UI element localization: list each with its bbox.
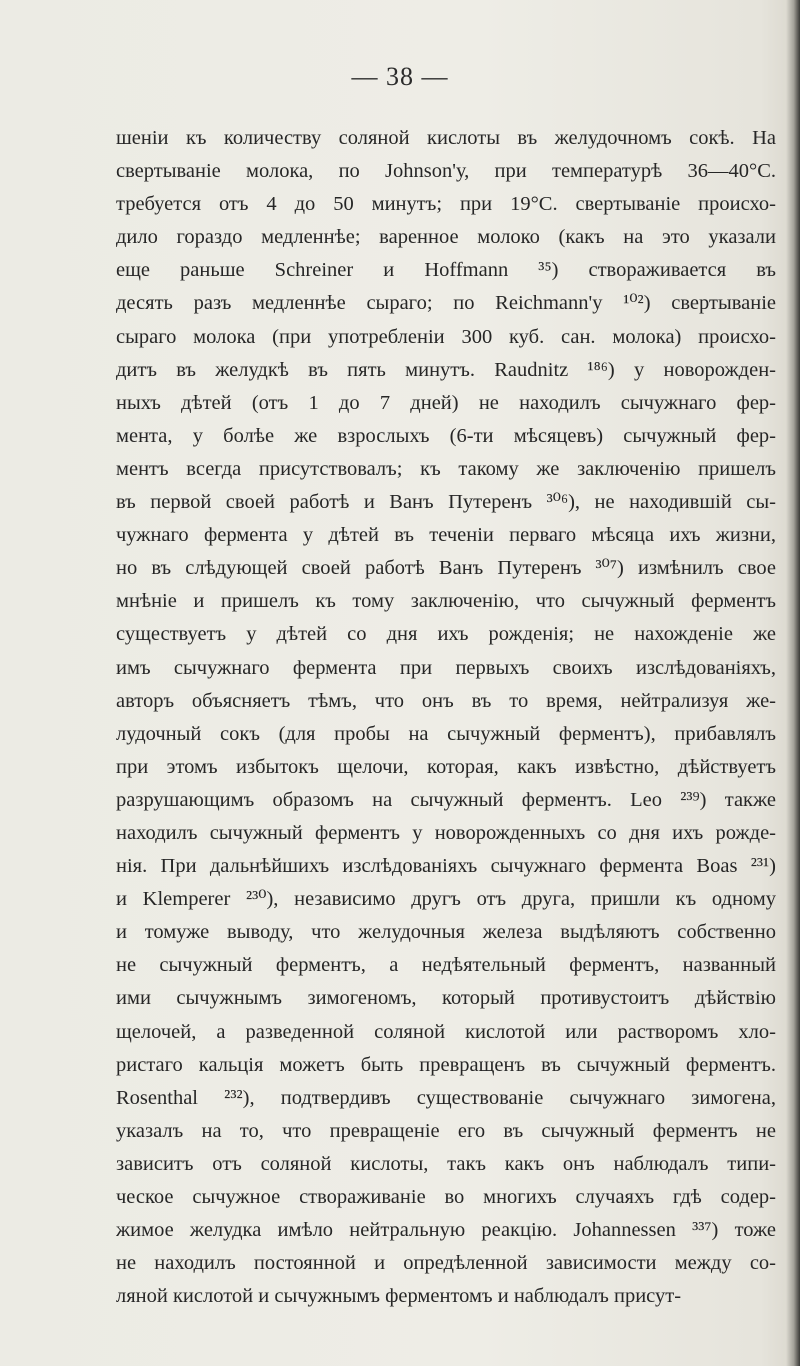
text-line: шеніи къ количеству соляной кислоты въ желудочномъ сокѣ. На xyxy=(116,127,776,149)
text-line: мнѣніе и пришелъ къ тому заключенію, что сычужный ферментъ xyxy=(116,590,776,613)
text-line: ныхъ дѣтей (отъ 1 до 7 дней) не находилъ сычужнаго фер- xyxy=(116,391,776,414)
text-line: лудочный сокъ (для пробы на сычужный ферментъ), прибавлялъ xyxy=(116,722,776,745)
page-edge-shadow xyxy=(786,0,800,1366)
text-line: десять разъ медленнѣе сыраго; по Reichmann'у ¹⁰²) свертываніе xyxy=(116,292,776,315)
text-line: сыраго молока (при употребленіи 300 куб. сан. молока) происхо- xyxy=(116,325,776,348)
text-line: имъ сычужнаго фермента при первыхъ своихъ изслѣдованіяхъ, xyxy=(116,656,776,679)
text-line: щелочей, а разведенной соляной кислотой или растворомъ хло- xyxy=(116,1020,776,1043)
text-line: ческое сычужное створаживаніе во многихъ случаяхъ гдѣ содер- xyxy=(116,1186,776,1208)
text-line: зависитъ отъ соляной кислоты, такъ какъ онъ наблюдалъ типи- xyxy=(116,1152,776,1175)
text-line: авторъ объясняетъ тѣмъ, что онъ въ то время, нейтрализуя же- xyxy=(116,689,776,712)
text-line: свертываніе молока, по Johnson'у, при температурѣ 36—40°C. xyxy=(116,160,776,183)
text-line: не сычужный ферментъ, а недѣятельный ферментъ, названный xyxy=(116,954,776,977)
text-line: ристаго кальція можетъ быть превращенъ въ сычужный ферментъ. xyxy=(116,1053,776,1076)
text-line: разрушающимъ образомъ на сычужный ферментъ. Leo ²³⁹) также xyxy=(116,788,776,811)
text-line: въ первой своей работѣ и Ванъ Путеренъ ³⁰⁶), не находившій сы- xyxy=(116,491,776,514)
page-number: — 38 — xyxy=(351,62,449,91)
text-line: и томуже выводу, что желудочныя железа выдѣляютъ собственно xyxy=(116,921,776,944)
text-line: указалъ на то, что превращеніе его въ сычужный ферментъ не xyxy=(116,1119,776,1142)
text-line: дило гораздо медленнѣе; варенное молоко (какъ на это указали xyxy=(116,226,776,249)
text-line: жимое желудка имѣло нейтральную реакцію. Johannessen ³³⁷) тоже xyxy=(116,1219,776,1242)
text-line: дитъ въ желудкѣ въ пять минутъ. Raudnitz ¹⁸⁶) у новорожден- xyxy=(116,358,776,381)
text-line: мента, у болѣе же взрослыхъ (6-ти мѣсяцевъ) сычужный фер- xyxy=(116,424,776,447)
text-line: существуетъ у дѣтей со дня ихъ рожденія; не нахожденіе же xyxy=(116,623,776,646)
text-line: ими сычужнымъ зимогеномъ, который противустоитъ дѣйствію xyxy=(116,987,776,1010)
text-line: ментъ всегда присутствовалъ; къ такому же заключенію пришелъ xyxy=(116,457,776,480)
text-line: требуется отъ 4 до 50 минутъ; при 19°C. свертываніе происхо- xyxy=(116,193,776,216)
text-line: чужнаго фермента у дѣтей въ теченіи перваго мѣсяца ихъ жизни, xyxy=(116,524,776,547)
text-line: нія. При дальнѣйшихъ изслѣдованіяхъ сычужнаго фермента Boas ²³¹) xyxy=(116,855,776,878)
text-line: находилъ сычужный ферментъ у новорожденныхъ со дня ихъ рожде- xyxy=(116,821,776,844)
text-line: не находилъ постоянной и опредѣленной зависимости между со- xyxy=(116,1252,776,1275)
text-line: Rosenthal ²³²), подтвердивъ существованіе сычужнаго зимогена, xyxy=(116,1086,776,1109)
text-line: но въ слѣдующей своей работѣ Ванъ Путеренъ ³⁰⁷) измѣнилъ свое xyxy=(116,557,776,580)
text-line: при этомъ избытокъ щелочи, которая, какъ извѣстно, дѣйствуетъ xyxy=(116,755,776,778)
text-line: ляной кислотой и сычужнымъ ферментомъ и наблюдалъ присут- xyxy=(116,1285,682,1308)
body-text xyxy=(116,122,776,1313)
text-line: еще раньше Schreiner и Hoffmann ³⁵) створаживается въ xyxy=(116,259,776,282)
text-line: и Klemperer ²³⁰), независимо другъ отъ друга, пришли къ одному xyxy=(116,888,776,911)
